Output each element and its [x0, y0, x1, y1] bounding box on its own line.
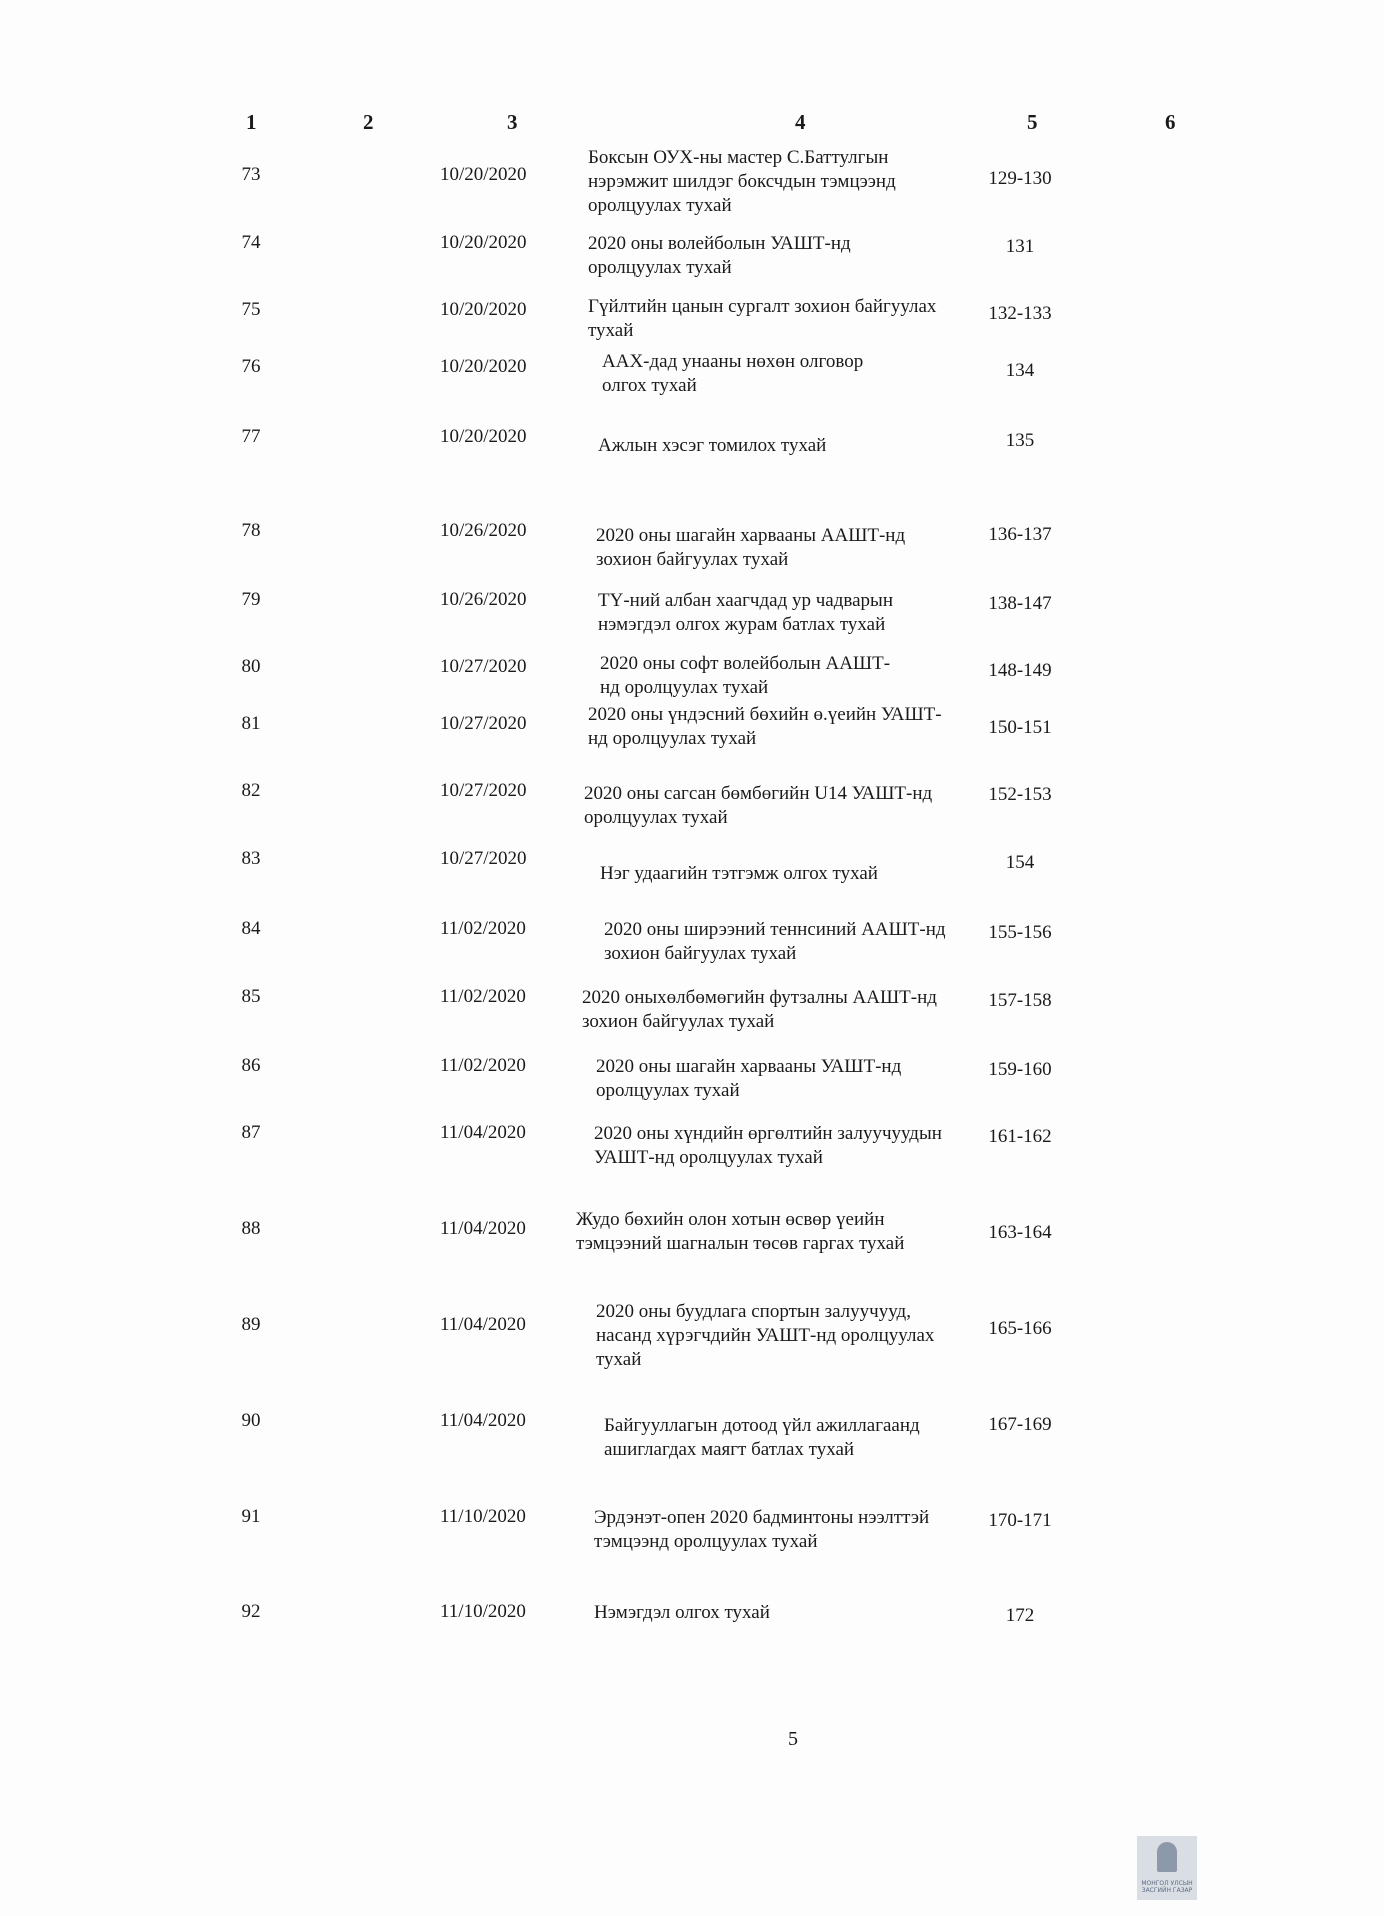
column-header-1: 1: [246, 110, 257, 134]
row-pages: 138-147: [988, 593, 1052, 614]
page-number: 5: [788, 1728, 798, 1750]
row-pages: 134: [1005, 360, 1035, 381]
row-title: Нэг удаагийн тэтгэмж олгох тухай: [600, 863, 878, 884]
row-title: Гүйлтийн цанын сургалт зохион байгуулах тухай: [588, 296, 937, 341]
row-date: 11/02/2020: [440, 1055, 526, 1076]
row-date: 10/20/2020: [440, 164, 527, 185]
row-title: ААХ-дад унааны нөхөн олговор олгох тухай: [602, 351, 864, 396]
row-title: 2020 оны шагайн харвааны ААШТ-нд зохион байгуулах тухай: [596, 525, 906, 570]
row-number: 92: [241, 1601, 261, 1622]
row-pages: 154: [1005, 852, 1035, 873]
row-title: 2020 оны сагсан бөмбөгийн U14 УАШТ-нд оролцуулах тухай: [584, 783, 933, 828]
row-date: 11/02/2020: [440, 918, 526, 939]
row-title: 2020 оны ширээний теннсиний ААШТ-нд зохион байгуулах тухай: [604, 919, 946, 964]
row-number: 87: [241, 1122, 261, 1143]
row-title: 2020 оны волейболын УАШТ-нд оролцуулах тухай: [588, 233, 851, 278]
row-date: 10/27/2020: [440, 656, 527, 677]
row-title: Эрдэнэт-опен 2020 бадминтоны нээлттэй тэмцээнд оролцуулах тухай: [594, 1507, 930, 1552]
row-title: 2020 оны үндэсний бөхийн ө.үеийн УАШТ-нд оролцуулах тухай: [588, 704, 942, 749]
row-date: 10/20/2020: [440, 299, 527, 320]
row-number: 88: [241, 1218, 261, 1239]
government-stamp: [1137, 1836, 1197, 1900]
row-date: 10/27/2020: [440, 780, 527, 801]
row-pages: 148-149: [988, 660, 1052, 681]
row-pages: 136-137: [988, 524, 1052, 545]
row-pages: 150-151: [988, 717, 1052, 738]
row-number: 82: [241, 780, 261, 801]
row-title: 2020 оны шагайн харвааны УАШТ-нд оролцуулах тухай: [596, 1056, 902, 1101]
row-title: 2020 оны софт волейболын ААШТ-нд оролцуулах тухай: [600, 653, 891, 698]
row-date: 10/20/2020: [440, 356, 527, 377]
row-pages: 165-166: [988, 1318, 1052, 1339]
row-date: 11/10/2020: [440, 1506, 526, 1527]
row-title: Жудо бөхийн олон хотын өсвөр үеийн тэмцээний шагналын төсөв гаргах тухай: [576, 1209, 905, 1254]
row-date: 11/04/2020: [440, 1122, 526, 1143]
stamp-text: МОНГОЛ УЛСЫН ЗАСГИЙН ГАЗАР: [1141, 1880, 1193, 1894]
row-title: 2020 оны хүндийн өргөлтийн залуучуудын УАШТ-нд оролцуулах тухай: [594, 1123, 942, 1168]
emblem-icon: [1157, 1842, 1177, 1872]
row-number: 86: [241, 1055, 261, 1076]
row-title: Боксын ОУХ-ны мастер С.Баттулгын нэрэмжит шилдэг боксчдын тэмцээнд оролцуулах тухай: [588, 147, 896, 216]
column-header-5: 5: [1027, 110, 1038, 134]
row-pages: 129-130: [988, 168, 1052, 189]
column-header-6: 6: [1165, 110, 1176, 134]
column-header-4: 4: [795, 110, 806, 134]
row-date: 11/10/2020: [440, 1601, 526, 1622]
row-number: 84: [241, 918, 261, 939]
row-number: 80: [241, 656, 261, 677]
row-date: 10/26/2020: [440, 520, 527, 541]
row-number: 81: [241, 713, 261, 734]
row-number: 85: [241, 986, 261, 1007]
row-number: 91: [241, 1506, 261, 1527]
row-date: 10/27/2020: [440, 713, 527, 734]
row-pages: 135: [1005, 430, 1035, 451]
row-number: 74: [241, 232, 261, 253]
row-title: Ажлын хэсэг томилох тухай: [598, 435, 827, 456]
row-pages: 163-164: [988, 1222, 1052, 1243]
row-number: 83: [241, 848, 261, 869]
column-header-2: 2: [363, 110, 374, 134]
row-pages: 152-153: [988, 784, 1052, 805]
row-date: 10/20/2020: [440, 426, 527, 447]
row-pages: 157-158: [988, 990, 1052, 1011]
row-pages: 167-169: [988, 1414, 1052, 1435]
row-title: ТҮ-ний албан хаагчдад ур чадварын нэмэгдэл олгох журам батлах тухай: [598, 590, 893, 635]
row-title: 2020 оныхөлбөмөгийн футзалны ААШТ-нд зохион байгуулах тухай: [582, 987, 937, 1032]
column-header-3: 3: [507, 110, 518, 134]
row-date: 11/04/2020: [440, 1314, 526, 1335]
row-number: 77: [241, 426, 261, 447]
row-date: 11/04/2020: [440, 1410, 526, 1431]
row-number: 78: [241, 520, 261, 541]
row-date: 11/04/2020: [440, 1218, 526, 1239]
row-title: Байгууллагын дотоод үйл ажиллагаанд ашиглагдах маягт батлах тухай: [604, 1415, 920, 1460]
row-title: 2020 оны буудлага спортын залуучууд, насанд хүрэгчдийн УАШТ-нд оролцуулах тухай: [596, 1301, 935, 1370]
row-number: 89: [241, 1314, 261, 1335]
row-date: 10/20/2020: [440, 232, 527, 253]
row-number: 76: [241, 356, 261, 377]
row-pages: 159-160: [988, 1059, 1052, 1080]
row-title: Нэмэгдэл олгох тухай: [594, 1602, 770, 1623]
row-pages: 170-171: [988, 1510, 1052, 1531]
row-pages: 172: [1005, 1605, 1035, 1626]
row-number: 75: [241, 299, 261, 320]
row-number: 73: [241, 164, 261, 185]
row-number: 90: [241, 1410, 261, 1431]
row-pages: 161-162: [988, 1126, 1052, 1147]
row-pages: 155-156: [988, 922, 1052, 943]
row-pages: 132-133: [988, 303, 1052, 324]
row-pages: 131: [1005, 236, 1035, 257]
row-date: 11/02/2020: [440, 986, 526, 1007]
row-date: 10/26/2020: [440, 589, 527, 610]
row-number: 79: [241, 589, 261, 610]
row-date: 10/27/2020: [440, 848, 527, 869]
